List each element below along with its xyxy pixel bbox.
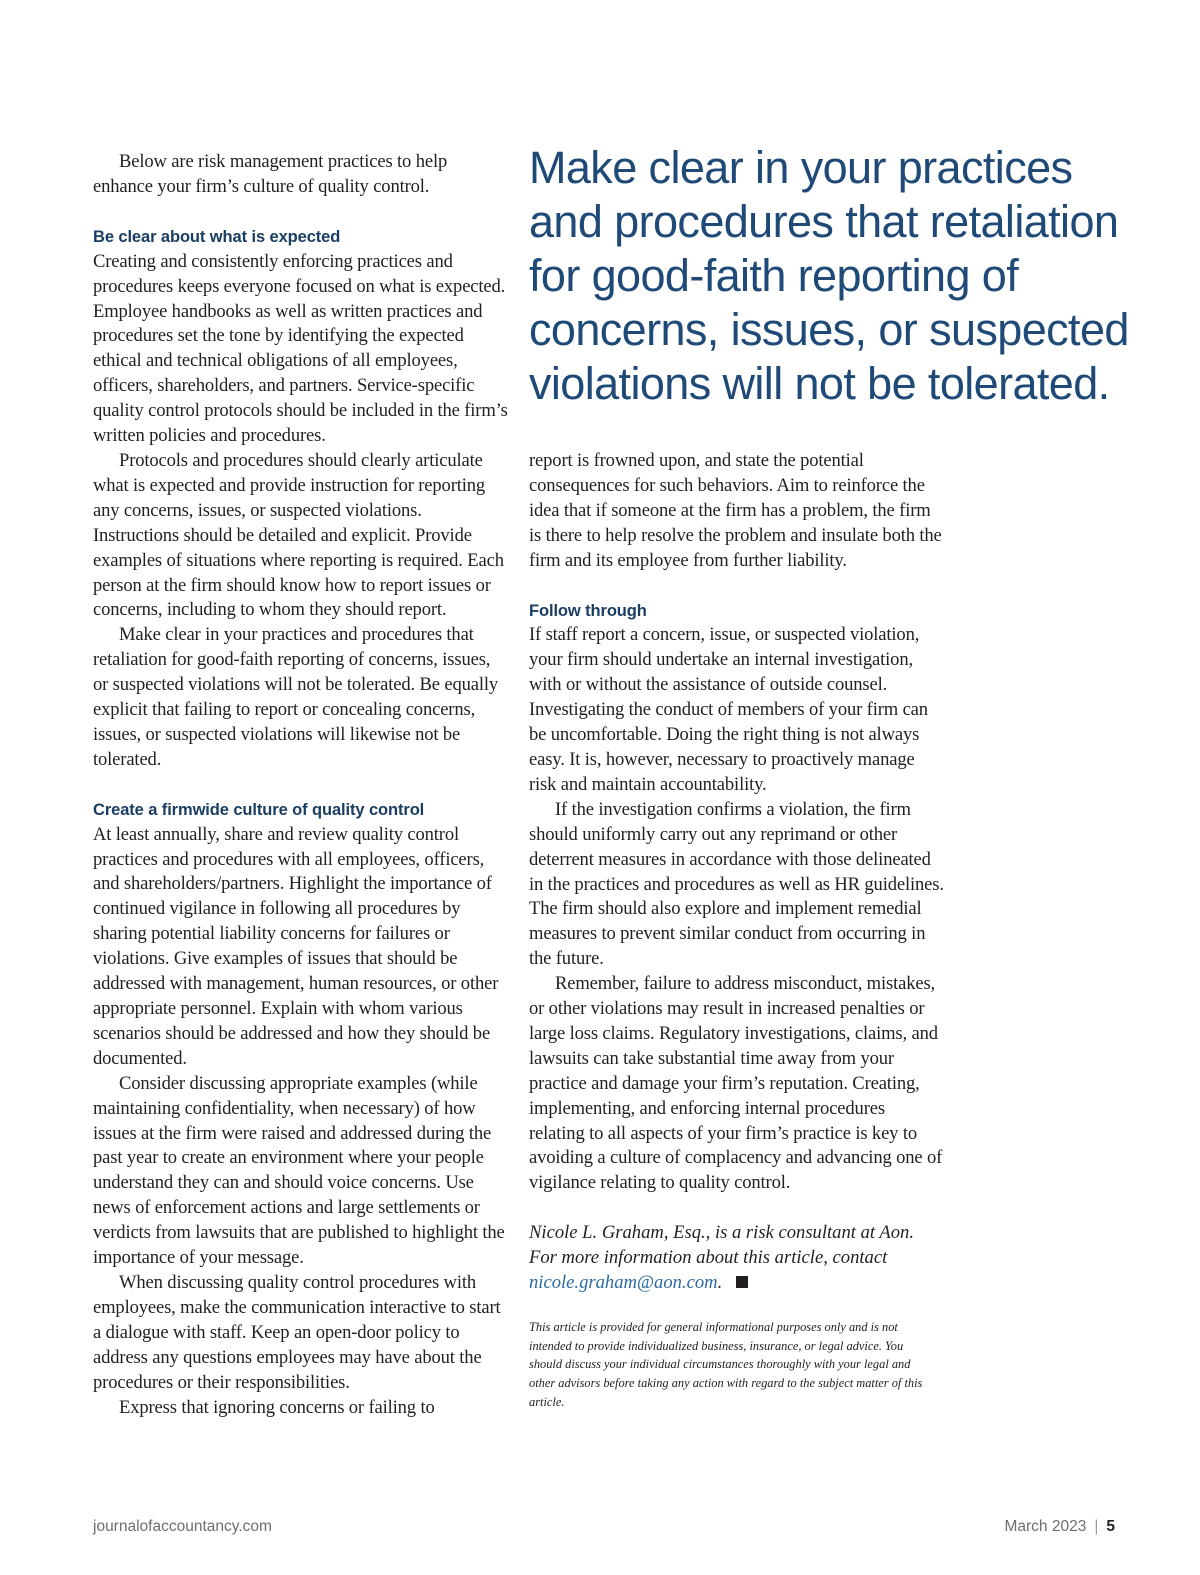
body-paragraph: Consider discussing appropriate examples (while maintaining confidentiality, when necessary) of how issues at the firm were raised and addressed during the past year to create an environment where your people understand they can and should voice concerns. Use news of enforcement actions and large settlements or verdicts from lawsuits that are published to highlight the importance of your message.: [93, 1072, 505, 1269]
body-paragraph-continued: report is frowned upon, and state the potential consequences for such behaviors. Aim to reinforce the idea that if someone at the firm has a problem, the firm is there to help resolve the problem and insulate both the firm and its employee from further liability.: [529, 450, 942, 571]
body-paragraph: Protocols and procedures should clearly articulate what is expected and provide instruction for reporting any concerns, issues, or suspected violations. Instructions should be detailed and explicit. Provide examples of situations where reporting is required. Each person at the firm should know how to report issues or concerns, including to whom they should report.: [93, 449, 504, 621]
body-paragraph: If staff report a concern, issue, or suspected violation, your firm should undertake an internal investigation, with or without the assistance of outside counsel. Investigating the conduct of members of your firm can be uncomfortable. Doing the right thing is not always easy. It is, however, necessary to proactively manage risk and maintain accountability.: [529, 624, 928, 795]
left-column: [93, 150, 508, 1420]
author-bio-text: Nicole L. Graham, Esq., is a risk consultant at Aon. For more information about this article, contact: [529, 1222, 914, 1269]
body-paragraph: Express that ignoring concerns or failing to: [119, 1396, 435, 1418]
pull-quote: Make clear in your practices and procedures that retaliation for good-faith reporting of concerns, issues, or suspected violations will not be tolerated.: [529, 142, 1129, 409]
section-heading-follow-through: Follow through: [529, 601, 647, 620]
body-paragraph: If the investigation confirms a violation, the firm should uniformly carry out any reprimand or other deterrent measures in accordance with those delineated in the practices and procedures as well as HR guidelines. The firm should also explore and implement remedial measures to prevent similar conduct from occurring in the future.: [529, 798, 944, 970]
page-number: 5: [1106, 1518, 1115, 1535]
body-paragraph: When discussing quality control procedures with employees, make the communication interactive to start a dialogue with staff. Keep an open-door policy to address any questions employees may have about the procedures or their responsibilities.: [93, 1271, 501, 1393]
body-paragraph: Remember, failure to address misconduct, mistakes, or other violations may result in increased penalties or large loss claims. Regulatory investigations, claims, and lawsuits can take substantial time away from your practice and damage your firm’s reputation. Creating, implementing, and enforcing internal procedures relating to all aspects of your firm’s practice is key to avoiding a culture of complacency and advancing one of vigilance relating to quality control.: [529, 973, 943, 1194]
footer-separator: |: [1094, 1518, 1099, 1535]
section-heading-culture: Create a firmwide culture of quality control: [93, 800, 425, 819]
footer-site-url: journalofaccountancy.com: [93, 1518, 272, 1535]
intro-paragraph: Below are risk management practices to help enhance your firm’s culture of quality control.: [93, 151, 448, 197]
section-heading-expectations: Be clear about what is expected: [93, 227, 341, 246]
end-of-article-mark: [736, 1276, 748, 1288]
author-email-link[interactable]: nicole.graham@aon.com: [529, 1272, 718, 1294]
bio-period: .: [717, 1272, 723, 1294]
body-paragraph: Creating and consistently enforcing practices and procedures keeps everyone focused on what is expected. Employee handbooks as well as written practices and procedures set the tone by identifying the expected ethical and technical obligations of all employees, officers, shareholders, and partners. Service-specific quality control protocols should be included in the firm’s written policies and procedures.: [93, 250, 508, 447]
disclaimer: This article is provided for general informational purposes only and is not intended to provide individualized business, insurance, or legal advice. You should discuss your individual circumstances thoroughly with your legal and other advisors before taking any action with regard to the subject matter of this article.: [529, 1320, 923, 1409]
body-paragraph: At least annually, share and review quality control practices and procedures with all employees, officers, and shareholders/partners. Highlight the importance of continued vigilance in following all procedures by sharing potential liability concerns for failures or violations. Give examples of issues that should be addressed with management, human resources, or other appropriate personnel. Explain with whom various scenarios should be addressed and how they should be documented.: [93, 823, 499, 1069]
author-bio: [529, 1196, 944, 1296]
right-column: [529, 449, 944, 1412]
body-paragraph: Make clear in your practices and procedures that retaliation for good-faith reporting of concerns, issues, or suspected violations will not be tolerated. Be equally explicit that failing to report or concealing concerns, issues, or suspected violations will likewise not be tolerated.: [93, 624, 499, 770]
footer-date: March 2023: [1004, 1518, 1087, 1535]
footer-page-info: [1004, 1518, 1115, 1536]
